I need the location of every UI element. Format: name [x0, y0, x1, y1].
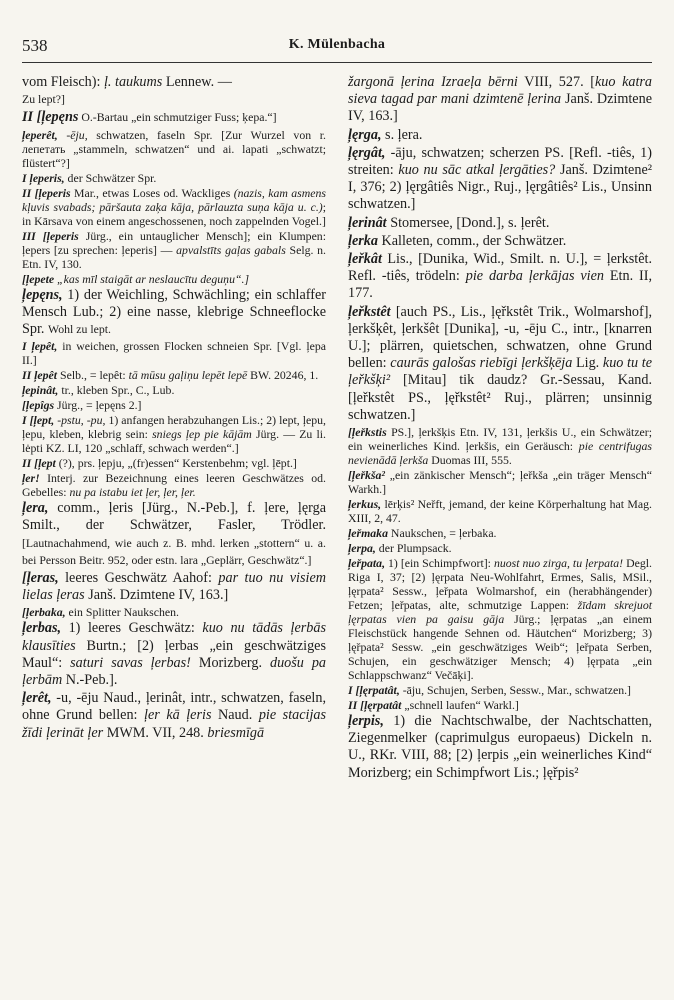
dictionary-entry: II [ļept (?), prs. ļepju, „(fr)essen“ Kerstenbehm; vgl. ļēpt.]: [22, 456, 297, 471]
dictionary-entry: ļer! Interj. zur Bezeichnung eines leeren Geschwätzes od. Gebelles: nu pa istabu iet ļer, ļer, ļer.: [22, 471, 326, 500]
dictionary-entry: ļerbas, 1) leeres Geschwätz: kuo nu tādās ļerbās klausīties Burtn.; [2) ļerbas „ein geschwätziges Maul“: saturi savas ļerbas! Morizberg. duošu pa ļerbām N.-Peb.].: [22, 620, 327, 689]
dictionary-entry: ļerinât Stomersee, [Dond.], s. ļerêt.: [348, 214, 550, 231]
headword: [ļepęns: [36, 109, 79, 126]
dictionary-entry: [ļeras, leeres Geschwätz Aahof: par tuo nu visiem lielas ļeras Janš. Dzimtene IV, 163.]: [22, 570, 326, 604]
headword: ļerkus,: [348, 497, 382, 512]
headword: ļer!: [22, 471, 40, 486]
right-column: [348, 74, 652, 783]
headword: ļepêt: [34, 368, 58, 383]
headword: ļeperis,: [29, 170, 65, 185]
dictionary-entry: ļerka Kalleten, comm., der Schwätzer.: [348, 232, 567, 249]
dictionary-entry: ļerpa, der Plumpsack.: [348, 541, 452, 556]
dictionary-entry: ļera, comm., ļeris [Jürg., N.-Peb.], f. ļere, ļęrga Smilt., der Schwätzer, Fasler, Trödler. [Lautnachahmend, wie auch z. B. mhd. lerken „stottern“ u. a. bei Persson Beitr. 952, oder estn. lara „Geplärr, Geschwätz“.]: [22, 500, 326, 567]
headword: ļeřkstêt: [348, 303, 391, 320]
dictionary-entry: ļeřmaka Naukschen, = ļerbaka.: [348, 526, 497, 541]
dictionary-entry: I [ļept, -pstu, -pu, 1) anfangen herabzuhangen Lis.; 2) lept, ļepu, ļepu, kleben, klebrig sein: sniegs ļep pie kājām Jürg. — Zu li. lėpti KZ. LI, 120 „schlaff, schwach werden“.]: [22, 413, 326, 456]
dictionary-entry: ļepęns, 1) der Weichling, Schwächling; ein schlaffer Mensch Lub.; 2) eine nasse, klebrige Schneeflocke Spr. Wohl zu lept.: [22, 286, 326, 338]
headword: [ļepete: [22, 271, 55, 286]
headword: [ļeperis: [42, 228, 79, 243]
page-header: [22, 36, 652, 58]
headword: [ļeřkša²: [348, 468, 385, 483]
headword: ļepêt,: [31, 339, 58, 354]
dictionary-entry: žargonā ļerina Izraeļa bērni VIII, 527. [kuo katra sieva tagad par mani dzimtenē ļerina Janš. Dzimtene IV, 163.]: [348, 74, 653, 125]
dictionary-entry: [ļeřkstis PS.], ļerkšķis Etn. IV, 131, ļerkšis U., ein Schwätzer; ein weinerliches Kind. ļerkšis, ein Geräusch: pie centrifugas nevienādā ļerkša Duomas III, 555.: [348, 425, 652, 468]
page-number: 538: [22, 36, 48, 55]
dictionary-entry: ļeřkstêt [auch PS., Lis., ļęřkstêt Trik., Wolmarshof], ļerkšķêt, ļerkšêt [Dunika], -u, -ēju C., intr., [knarren U.]; plärren, quietschen, schwatzen, ohne Grund bellen: caurās galošas riebīgi ļerkšķēja Lig. kuo tu te ļeřkšķi² [Mitau] tik daudz? Gr.-Sessau, Kand. [ļeřkstêt PS., ļęřkstêt² Ruj., plärren; unsinnig schwatzen.]: [348, 303, 653, 423]
headword: [ļęrpatât,: [355, 683, 400, 698]
left-column: [22, 74, 326, 743]
running-head: K. Mülenbacha: [288, 37, 386, 52]
headword: ļepęns,: [22, 286, 63, 303]
dictionary-entry: vom Fleisch): ļ. taukums Lennew. — Zu lept?]: [22, 74, 232, 107]
dictionary-entry: [ļerbaka, ein Splitter Naukschen.: [22, 605, 179, 620]
headword: ļera,: [22, 500, 49, 517]
headword: ļeřpata,: [348, 556, 386, 571]
header-rule: [22, 62, 652, 63]
dictionary-entry: ļerkus, lērķis² Neřft, jemand, der keine Körperhaltung hat Mag. XIII, 2, 47.: [348, 497, 652, 526]
dictionary-entry: II ļepêt Selb., = lepêt: tā mūsu gaļiņu lepēt lepē BW. 20246, 1.: [22, 368, 319, 383]
headword: ļerpa,: [348, 541, 376, 556]
dictionary-entry: ļęrga, s. ļera.: [348, 126, 423, 143]
headword: ļepinât,: [22, 383, 59, 398]
dictionary-entry: II [ļeperis Mar., etwas Loses od. Wackliges (nazis, kam asmens kļuvis svabads; pāršauta zaķa kāja, pārlauzta suņa kāja u. c.); in Kārsava von einem angeschossenen, noch zappelnden Vogel.]: [22, 185, 327, 228]
dictionary-entry: ļeperêt, -ēju, schwatzen, faseln Spr. [Zur Wurzel von r. лепетать „stammeln, schwatzen“ und ai. lapati „schwatzt; flüstert“?]: [22, 127, 326, 170]
dictionary-entry: ļepinât, tr., kleben Spr., C., Lub.: [22, 383, 175, 398]
headword: ļęrgât,: [348, 144, 386, 161]
headword: ļeřmaka: [348, 526, 388, 541]
dictionary-entry: ļeřkât Lis., [Dunika, Wid., Smilt. n. U.], = ļerkstêt. Refl. -tiês, trödeln: pie darba ļerkājas vien Etn. II, 177.: [348, 251, 653, 302]
headword: ļerinât: [348, 214, 387, 231]
headword: [ļeperis: [34, 185, 71, 200]
headword: ļerka: [348, 232, 378, 249]
headword: ļerêt,: [22, 690, 52, 707]
dictionary-entry: I ļepêt, in weichen, grossen Flocken schneien Spr. [Vgl. ļepa II.]: [22, 339, 326, 368]
dictionary-entry: II [ļepęns O.-Bartau „ein schmutziger Fuss; ķepa.“]: [22, 109, 277, 126]
headword: [ļepîgs: [22, 398, 55, 413]
headword: [ļept,: [29, 413, 55, 428]
dictionary-entry: [ļepete „kas mīl staigāt ar neslaucītu deguņu“.]: [22, 271, 250, 286]
headword: ļerbas,: [22, 620, 62, 637]
headword: ļeřkât: [348, 251, 382, 268]
dictionary-entry: ļerpis, 1) die Nachtschwalbe, der Nachtschatten, Ziegenmelker (caprimulgus europaeus) Dickeln n. U., RKr. VIII, 88; [2) ļerpis „ein weinerliches Kind“ Morizberg; ein Schimpfwort Lis.; ļęřpis²: [348, 713, 652, 781]
dictionary-entry: I [ļęrpatât, -āju, Schujen, Serben, Sessw., Mar., schwatzen.]: [348, 683, 631, 698]
headword: ļęrga,: [348, 126, 382, 143]
headword: ļerpis,: [348, 713, 384, 730]
dictionary-entry: ļeřpata, 1) [ein Schimpfwort]: nuost nuo zirga, tu ļerpata! Degl. Riga I, 37; [2) ļęrpata Neu-Wohlfahrt, Ermes, Salis, MSil., ļęrpata² Sessw., ļeřpata Wolmarshof, ein (herabhängender) Fetzen; ļeřpatas, alte, schmutzige Lappen: žīdam skrejuot ļęrpatas vien pa gaisu gāja Jürg.; ļęrpatas „an einem Fleischstück hangende Sehnen od. Häutchen“ Morizberg; 3) ļęřpata² Sessw. „ein geschwätziges Weib“; ļeřpata Serben, Schujen, ein geschwätziger Mensch; 4) ļęrpata „ein Schlappschwanz“ Večāķi].: [348, 556, 652, 683]
dictionary-entry: III [ļeperis Jürg., ein untauglicher Mensch]; ein Klumpen: ļepers [zu sprechen: ļeperis] — apvalstīts gaļas gabals Selg. n. Etn. IV, 130.: [22, 228, 326, 271]
headword: [ļerbaka,: [22, 605, 66, 620]
headword: [ļept: [34, 456, 56, 471]
headword: [ļęrpatât: [360, 698, 402, 713]
dictionary-entry: [ļeřkša² „ein zänkischer Mensch“; ļeřkša „ein träger Mensch“ Warkh.]: [348, 468, 652, 497]
headword: ļeperêt,: [22, 127, 58, 142]
dictionary-entry: ļerêt, -u, -ēju Naud., ļerinât, intr., schwatzen, faseln, ohne Grund bellen: ļer kā ļeris Naud. pie stacijas žīdi ļerināt ļer MWM. VII, 248. briesmīgā: [22, 690, 327, 741]
dictionary-entry: II [ļęrpatât „schnell laufen“ Warkl.]: [348, 698, 519, 713]
dictionary-entry: ļęrgât, -āju, schwatzen; scherzen PS. [Refl. -tiês, 1) streiten: kuo nu sāc atkal ļergāties? Janš. Dzimtene² I, 376; 2) ļęrgâtiês Nigr., Ruj., ļęrgâtiês² Lis., Unsinn schwatzen.]: [348, 144, 653, 213]
headword: [ļeras,: [22, 570, 59, 587]
dictionary-entry: [ļepîgs Jürg., = ļepęns 2.]: [22, 398, 142, 413]
headword: [ļeřkstis: [348, 425, 387, 440]
dictionary-entry: I ļeperis, der Schwätzer Spr.: [22, 170, 157, 185]
